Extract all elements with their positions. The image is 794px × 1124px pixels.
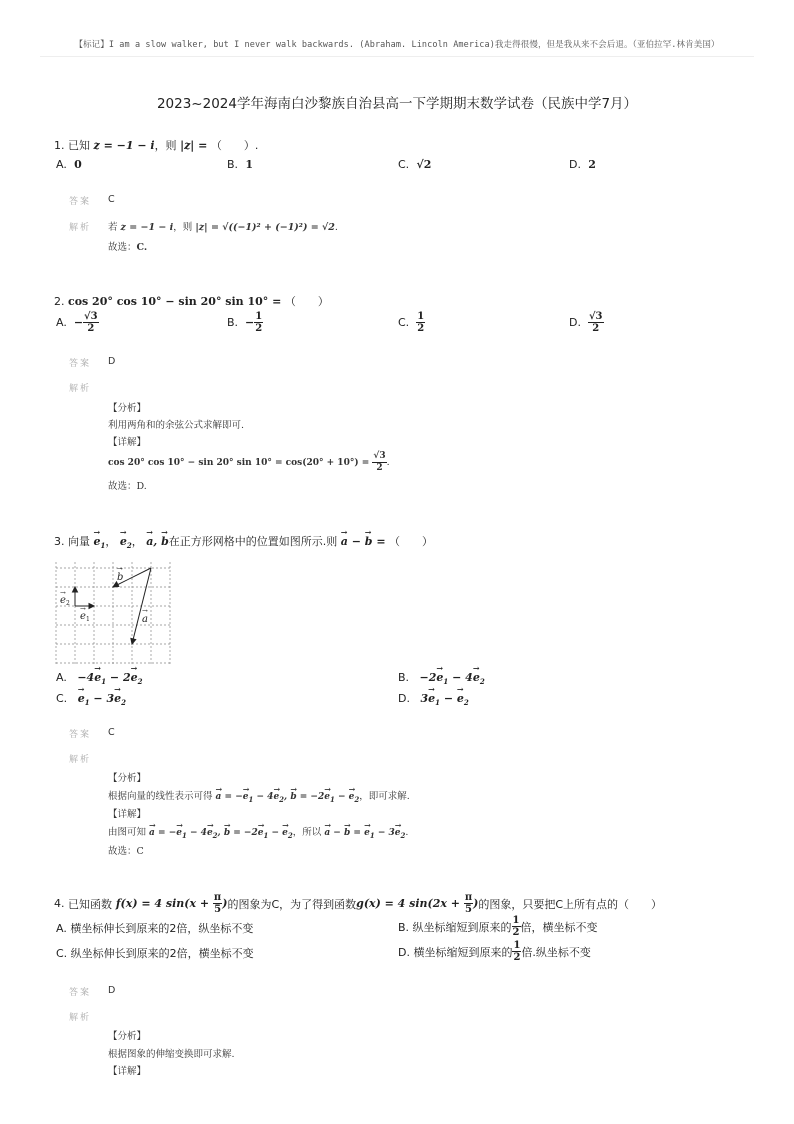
q3-answer-label: 答案 xyxy=(69,730,92,740)
q3-option-b[interactable]: B. $-2\to e_1 - 4\to e_2$ xyxy=(398,671,485,686)
q2-fenxi-text: 利用两角和的余弦公式求解即可. xyxy=(108,420,245,431)
q2-xiangjie-label: 【详解】 xyxy=(108,437,147,448)
header-divider xyxy=(40,56,754,57)
label-e1: e xyxy=(80,611,86,622)
q4-answer-value: D xyxy=(108,985,116,996)
label-e2: e xyxy=(60,595,66,606)
q3-solution-end: 故选：C xyxy=(108,846,144,857)
q2-option-c[interactable]: C. $\frac{1}{2}$ xyxy=(398,311,425,334)
q4-option-b[interactable]: B. 纵坐标缩短到原来的 $\frac{1}{2}$ 倍，横坐标不变 xyxy=(398,915,598,938)
q3-option-a[interactable]: A. $-4\to e_1 - 2\to e_2$ xyxy=(56,671,142,686)
q1-analysis-label: 解析 xyxy=(69,223,92,233)
svg-text:→: → xyxy=(117,565,123,573)
q1-option-d[interactable]: D. 2 xyxy=(569,158,596,171)
q3-option-c[interactable]: C. → $e_1 - 3\to e_2$ xyxy=(56,692,126,707)
vector-e1-arrowhead xyxy=(89,604,94,609)
q1-solution-end: 故选：C. xyxy=(108,242,148,253)
q1-option-a[interactable]: A. 0 xyxy=(56,158,82,171)
q1-answer-value: C xyxy=(108,194,115,205)
grid-lines xyxy=(56,562,170,666)
q1-option-c[interactable]: C. √2 xyxy=(398,158,432,171)
q2-solution: cos 20° cos 10° − sin 20° sin 10° = cos(20° + 10°) = $\frac{√3}{2}$ . xyxy=(108,451,390,473)
q2-analysis-label: 解析 xyxy=(69,384,92,394)
svg-text:→: → xyxy=(142,607,148,615)
label-b: b xyxy=(117,572,124,583)
q4-fenxi-text: 根据图象的伸缩变换即可求解. xyxy=(108,1049,235,1060)
q4-option-a[interactable]: A. 横坐标伸长到原来的2倍，纵坐标不变 xyxy=(56,922,254,935)
q2-answer-label: 答案 xyxy=(69,359,92,369)
label-a: a xyxy=(142,614,148,625)
q4-option-d[interactable]: D. 横坐标缩短到原来的 $\frac{1}{2}$ 倍.纵坐标不变 xyxy=(398,940,591,963)
q1-answer-label: 答案 xyxy=(69,197,92,207)
header-banner: 【标记】I am a slow walker, but I never walk backwards. (Abraham. Lincoln America)我走得很慢，但是我从来不会后退。（亚伯拉罕.林肯美国） xyxy=(74,40,720,50)
q3-analysis-label: 解析 xyxy=(69,755,92,765)
q4-answer-label: 答案 xyxy=(69,988,92,998)
q2-solution-end: 故选：D. xyxy=(108,481,147,492)
vector-a-arrowhead xyxy=(131,638,136,644)
q3-option-d[interactable]: D. $3\to e_1$ − → $e_2$ xyxy=(398,692,469,707)
page-title: 2023~2024学年海南白沙黎族自治县高一下学期期末数学试卷（民族中学7月） xyxy=(156,96,638,112)
q1-formula: z = −1 − i xyxy=(93,139,155,152)
vector-e2-arrowhead xyxy=(73,587,78,592)
svg-text:→: → xyxy=(80,605,86,613)
q4-fenxi-label: 【分析】 xyxy=(108,1031,147,1042)
q4-option-c[interactable]: C. 纵坐标伸长到原来的2倍，横坐标不变 xyxy=(56,947,254,960)
q2-option-b[interactable]: B. − $\frac{1}{2}$ xyxy=(227,311,263,334)
q2-formula: cos 20° cos 10° − sin 20° sin 10° = xyxy=(68,295,282,308)
q3-fenxi-label: 【分析】 xyxy=(108,773,147,784)
q4-analysis-label: 解析 xyxy=(69,1013,92,1023)
q2-fenxi-label: 【分析】 xyxy=(108,403,147,414)
q3-fenxi-text: 根据向量的线性表示可得 → a = −→ $e_1 - 4\to e_2$, → $b = -2\to e_1$ − → $e_2$，即可求解. xyxy=(108,788,410,804)
q3-solution: 由图可知 → a = −→ $e_1 - 4\to e_2$, → $b = -2\to e_1$ − → $e_2$，所以 → a − → b = → $e_1 - 3\to e_2$. xyxy=(108,824,408,840)
svg-text:1: 1 xyxy=(86,616,90,623)
q3-vector-grid-figure xyxy=(52,562,174,666)
q3-xiangjie-label: 【详解】 xyxy=(108,809,147,820)
svg-text:→: → xyxy=(60,589,66,597)
q2-stem: 2. cos 20° cos 10° − sin 20° sin 10° = （ ） xyxy=(54,295,329,308)
q4-stem: 4. 已知函数 f(x) = 4 sin(x + $\frac{\pi}{5}$ ) 的图象为C，为了得到函数 g(x) = 4 sin(2x + $\frac{\pi}{5}$ ) 的图象，只要把C上所有点的（ ） xyxy=(54,892,663,915)
q2-answer-value: D xyxy=(108,356,116,367)
q2-option-a[interactable]: A. − $\frac{√3}{2}$ xyxy=(56,311,98,334)
q3-stem: 3. 向量 → $e_1$， → $e_2$， → a, → b在正方形网格中的位置如图所示.则 → a − → b = （ ） xyxy=(54,533,433,550)
q1-solution: 若 z = −1 − i，则 |z| = √((−1)² + (−1)²) = √2. xyxy=(108,222,338,233)
svg-text:2: 2 xyxy=(66,600,70,607)
q4-xiangjie-label: 【详解】 xyxy=(108,1066,147,1077)
q1-stem: 1. 已知 z = −1 − i，则 |z| = （ ）. xyxy=(54,139,259,152)
q1-option-b[interactable]: B. 1 xyxy=(227,158,254,171)
q3-answer-value: C xyxy=(108,727,115,738)
q2-option-d[interactable]: D. $\frac{√3}{2}$ xyxy=(569,311,603,334)
